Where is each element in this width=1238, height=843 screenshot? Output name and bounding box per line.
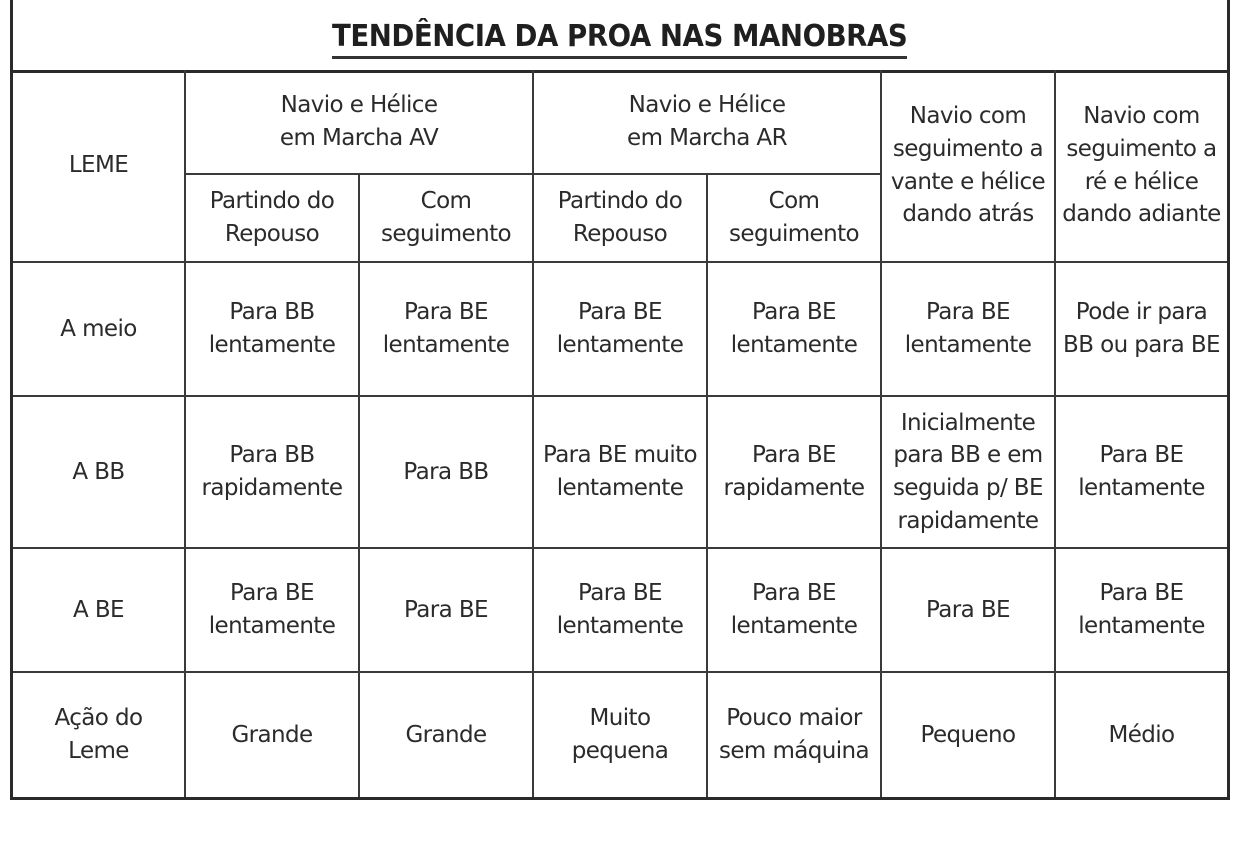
table-cell: Para BE lentamente xyxy=(881,262,1055,396)
header-navio-re: Navio com seguimento a ré e hélice dando adiante xyxy=(1055,70,1227,262)
row-label: A BE xyxy=(13,548,185,672)
table-cell: Para BB lentamente xyxy=(185,262,359,396)
table-cell: Inicialmente para BB e em seguida p/ BE rapidamente xyxy=(881,396,1055,548)
table-cell: Muito pequena xyxy=(533,672,707,797)
table-cell: Pequeno xyxy=(881,672,1055,797)
header-av-com: Com seguimento xyxy=(359,174,533,262)
table-cell: Para BE rapidamente xyxy=(707,396,881,548)
header-ar-partindo: Partindo do Repouso xyxy=(533,174,707,262)
table-cell: Para BE xyxy=(881,548,1055,672)
row-label: Ação do Leme xyxy=(13,672,185,797)
row-label: A BB xyxy=(13,396,185,548)
table-cell: Para BE lentamente xyxy=(707,262,881,396)
table-cell: Para BE lentamente xyxy=(707,548,881,672)
table-row-acao-do-leme xyxy=(13,672,1227,797)
row-label: A meio xyxy=(13,262,185,396)
table-cell: Para BE lentamente xyxy=(533,548,707,672)
maneuver-table xyxy=(13,70,1227,797)
table-cell: Para BB rapidamente xyxy=(185,396,359,548)
table-cell: Para BE lentamente xyxy=(1055,396,1227,548)
table-cell: Grande xyxy=(185,672,359,797)
header-navio-vante: Navio com seguimento a vante e hélice dando atrás xyxy=(881,70,1055,262)
table-row-a-be xyxy=(13,548,1227,672)
table-row-a-bb xyxy=(13,396,1227,548)
header-av-partindo: Partindo do Repouso xyxy=(185,174,359,262)
table-row-a-meio xyxy=(13,262,1227,396)
header-leme: LEME xyxy=(13,70,185,262)
document-sheet xyxy=(10,0,1230,800)
table-cell: Para BE lentamente xyxy=(185,548,359,672)
header-row-1 xyxy=(13,70,1227,174)
header-group-av: Navio e Hélice em Marcha AV xyxy=(185,70,533,174)
header-ar-com: Com seguimento xyxy=(707,174,881,262)
table-cell: Para BE lentamente xyxy=(1055,548,1227,672)
table-cell: Para BE muito lentamente xyxy=(533,396,707,548)
header-group-ar: Navio e Hélice em Marcha AR xyxy=(533,70,881,174)
table-cell: Para BB xyxy=(359,396,533,548)
page-title: TENDÊNCIA DA PROA NAS MANOBRAS xyxy=(332,19,907,59)
table-cell: Para BE xyxy=(359,548,533,672)
title-row xyxy=(13,0,1227,73)
table-cell: Médio xyxy=(1055,672,1227,797)
table-cell: Para BE lentamente xyxy=(359,262,533,396)
table-cell: Para BE lentamente xyxy=(533,262,707,396)
table-cell: Pouco maior sem máquina xyxy=(707,672,881,797)
table-cell: Grande xyxy=(359,672,533,797)
table-cell: Pode ir para BB ou para BE xyxy=(1055,262,1227,396)
